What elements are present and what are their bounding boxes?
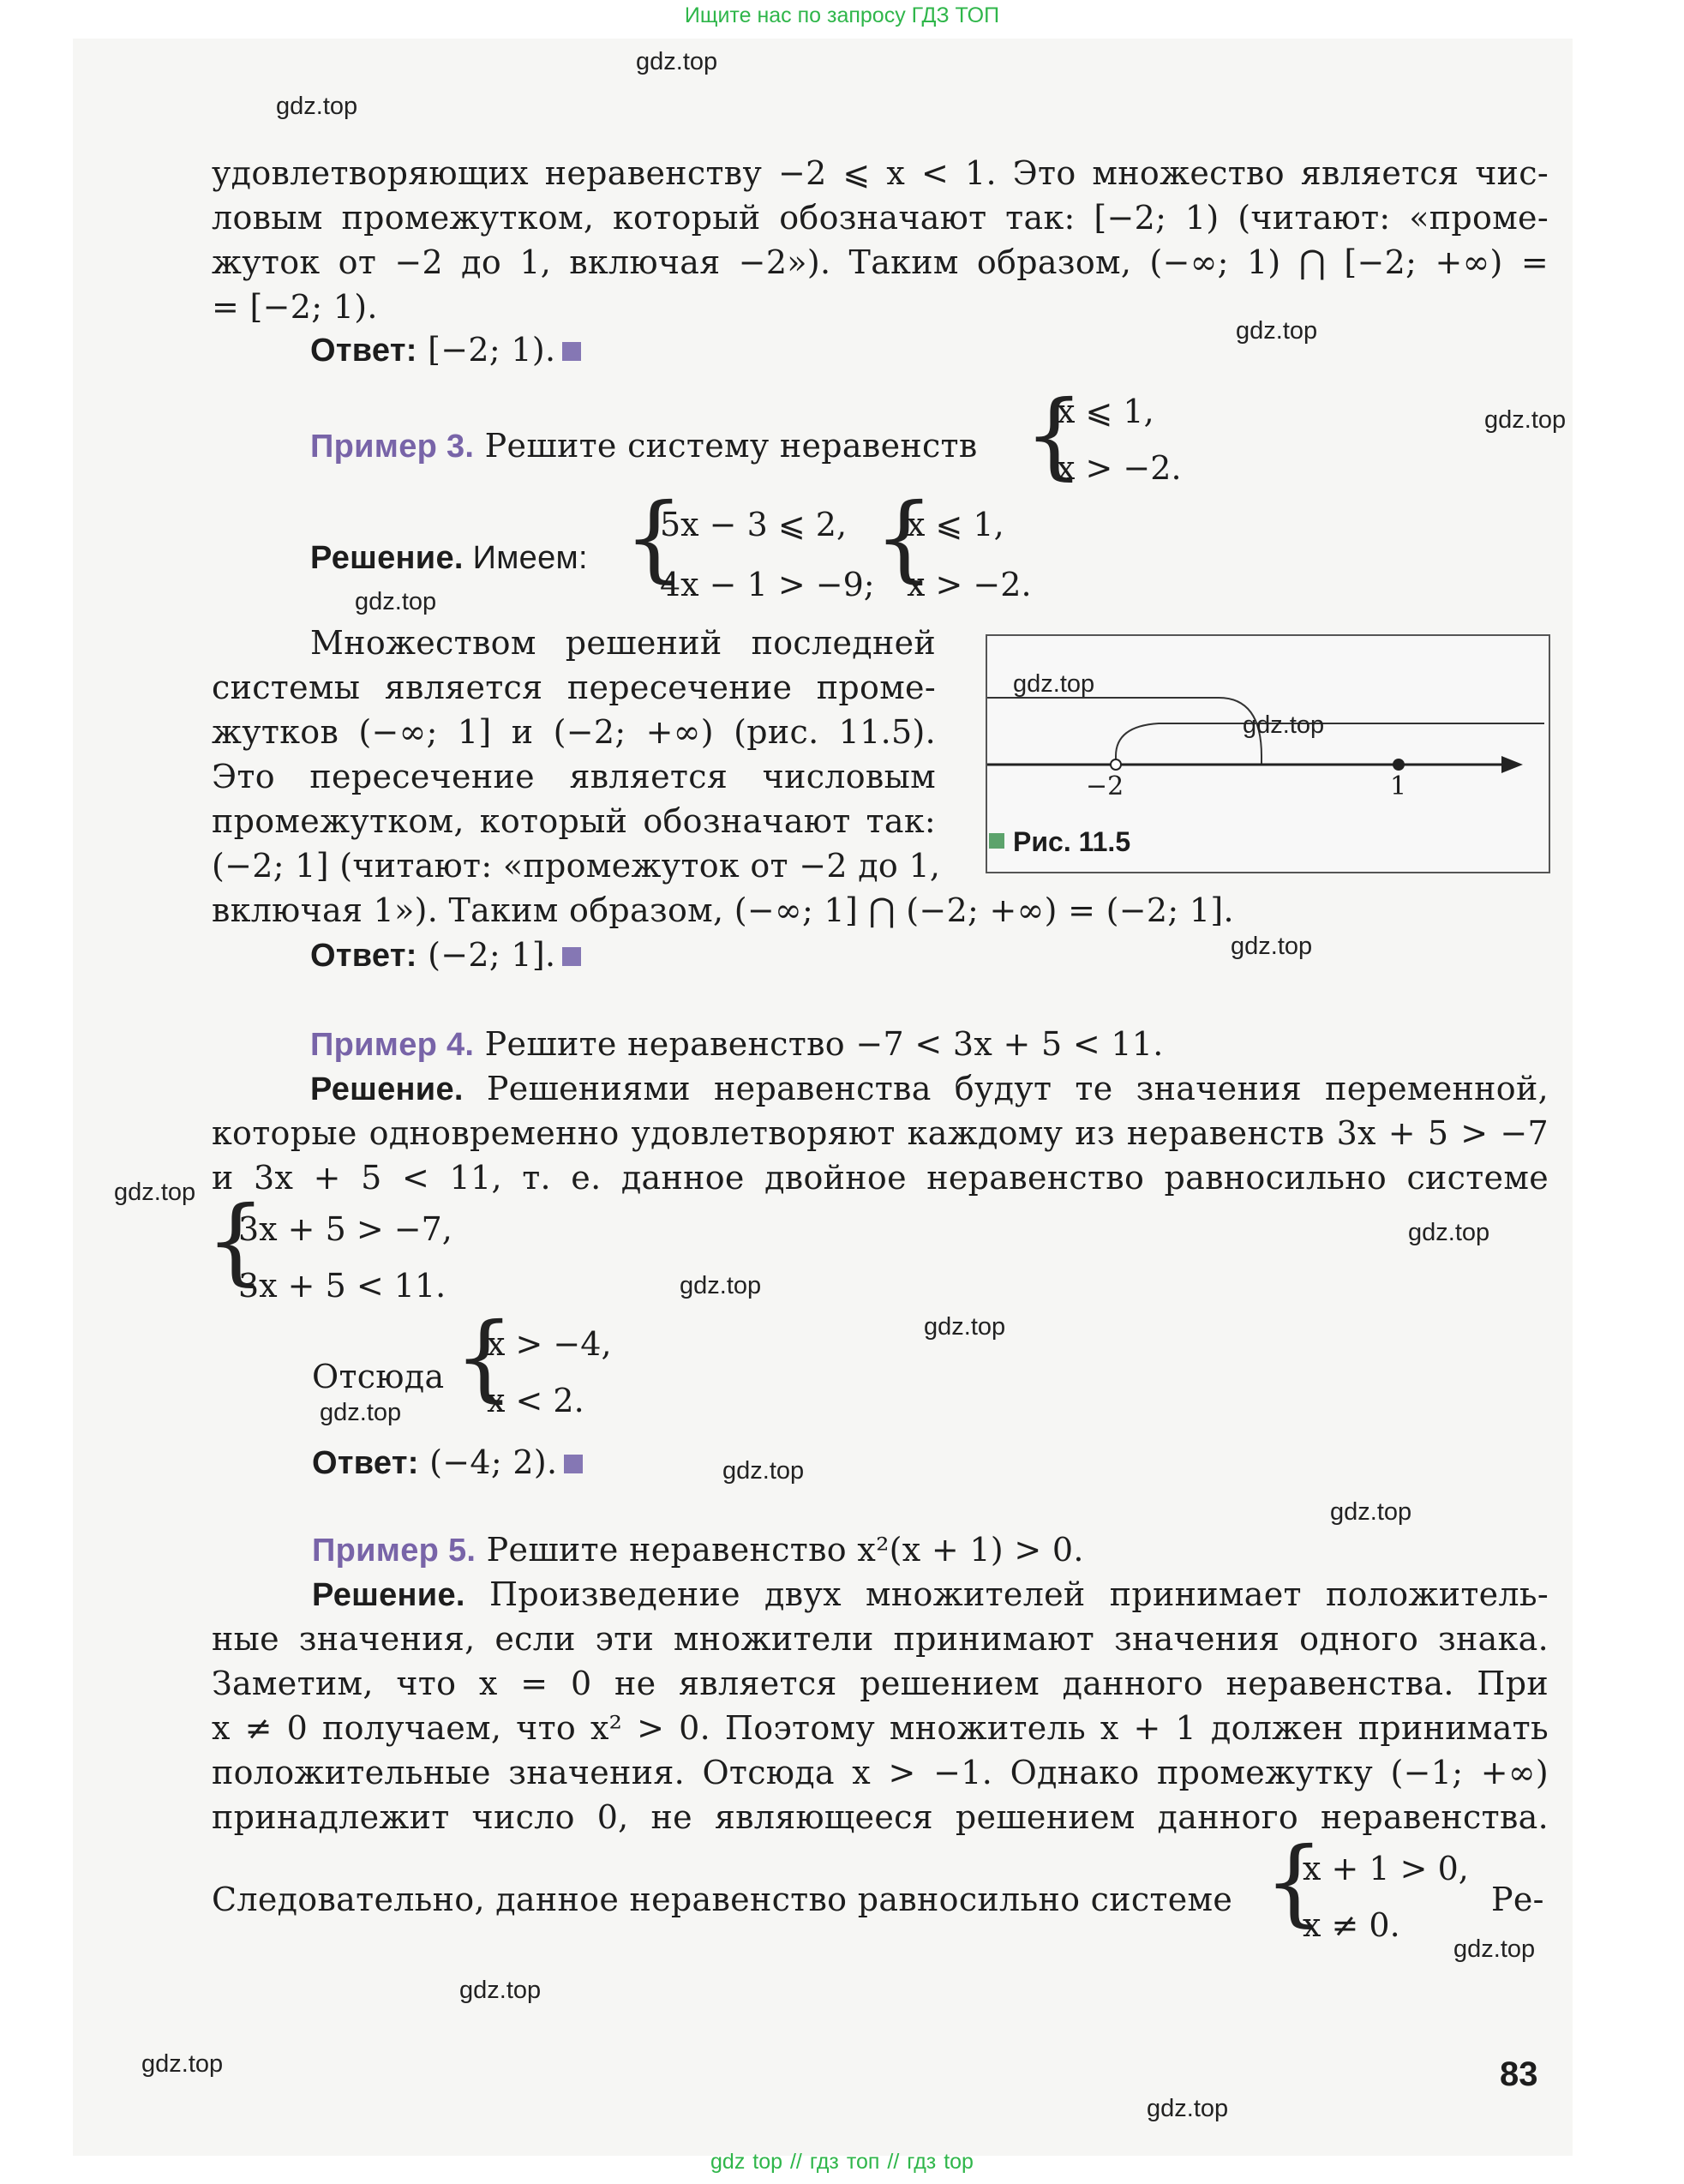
end-marker-icon — [564, 1455, 583, 1473]
text-line: жуток от −2 до 1, включая −2»). Таким образом, (−∞; 1) ⋂ [−2; +∞) = — [212, 243, 1549, 281]
text-line: Следовательно, данное неравенство равносильно системе — [212, 1881, 1233, 1918]
text-line: Множеством решений последней — [310, 624, 936, 662]
watermark: gdz.top — [276, 93, 358, 120]
end-marker-icon — [562, 342, 581, 361]
tick-label-left: −2 — [1086, 771, 1124, 801]
system-line: x > −2. — [1057, 449, 1182, 487]
example-5-label: Пример 5. — [312, 1533, 476, 1569]
watermark: gdz.top — [1408, 1219, 1490, 1246]
example-5-heading — [312, 1527, 1649, 1573]
text-line: жутков (−∞; 1] и (−2; +∞) (рис. 11.5). — [212, 713, 936, 751]
solution-text: Имеем: — [463, 540, 588, 576]
example-3-label: Пример 3. — [310, 429, 475, 465]
text-line: = [−2; 1). — [212, 288, 378, 326]
example-4-heading — [310, 1022, 1647, 1067]
system-line: x + 1 > 0, — [1303, 1850, 1469, 1887]
watermark: gdz.top — [1243, 711, 1325, 739]
solution-label: Решение. — [310, 540, 464, 576]
watermark: gdz.top — [636, 48, 718, 75]
caption-marker-icon — [989, 833, 1004, 849]
figure-caption: Рис. 11.5 — [1013, 826, 1131, 857]
watermark: gdz.top — [924, 1313, 1006, 1341]
example-5-task: Решите неравенство x²(x + 1) > 0. — [476, 1531, 1084, 1569]
tick-label-right: 1 — [1390, 771, 1407, 801]
example-4-task: Решите неравенство −7 < 3x + 5 < 11. — [474, 1025, 1164, 1063]
watermark: gdz.top — [1484, 406, 1567, 434]
example-3-task: Решите систему неравенств — [474, 427, 978, 465]
system-line: x > −4, — [487, 1325, 612, 1363]
text-line: Заметим, что x = 0 не является решением данного неравенства. При — [212, 1665, 1549, 1702]
open-point — [1111, 759, 1121, 770]
watermark: gdz.top — [722, 1457, 805, 1485]
interval-arc-right — [1116, 723, 1544, 765]
top-banner[interactable]: Ищите нас по запросу ГДЗ ТОП — [684, 3, 1000, 27]
answer-value: [−2; 1). — [417, 331, 556, 369]
end-marker-icon — [562, 947, 581, 966]
system-line: 3x + 5 < 11. — [238, 1267, 446, 1305]
watermark: gdz.top — [1013, 670, 1095, 698]
answer-line — [310, 327, 1647, 373]
left-brace-icon: { — [1024, 380, 1084, 489]
text-line: и 3x + 5 < 11, т. е. данное двойное неравенство равносильно системе — [212, 1159, 1549, 1197]
text-line: (−2; 1] (читают: «промежуток от −2 до 1, — [212, 847, 941, 885]
answer-label: Ответ: — [310, 938, 417, 974]
text-line: Отсюда — [312, 1358, 445, 1395]
watermark: gdz.top — [459, 1977, 542, 2004]
text-line: промежутком, который обозначают так: — [212, 802, 936, 840]
left-brace-icon: { — [1264, 1827, 1324, 1936]
interval-arc-left — [987, 698, 1262, 765]
text-line: ные значения, если эти множители принимают значения одного знака. — [212, 1620, 1549, 1658]
system-line: x ⩽ 1, — [1057, 393, 1154, 430]
page-number: 83 — [1500, 2055, 1538, 2093]
text-line: которые одновременно удовлетворяют каждому из неравенств 3x + 5 > −7 — [212, 1114, 1549, 1152]
left-brace-icon: { — [206, 1185, 266, 1295]
watermark: gdz.top — [1330, 1498, 1412, 1526]
text-line — [312, 1572, 1549, 1617]
answer-line — [312, 1440, 1649, 1485]
watermark: gdz.top — [1147, 2095, 1229, 2122]
solution-text: Решениями неравенства будут те значения переменной, — [463, 1070, 1549, 1107]
text-line — [310, 1066, 1549, 1112]
watermark: gdz.top — [114, 1179, 196, 1206]
solution-text: Произведение двух множителей принимает положитель- — [464, 1575, 1549, 1613]
axis-arrow-icon — [1501, 756, 1523, 773]
system-line: 4x − 1 > −9; — [660, 566, 875, 603]
solution-label: Решение. — [310, 1071, 464, 1107]
watermark: gdz.top — [355, 588, 437, 615]
system-line: x > −2. — [907, 566, 1032, 603]
watermark: gdz.top — [320, 1399, 402, 1426]
watermark: gdz.top — [1231, 933, 1313, 960]
watermark: gdz.top — [141, 2050, 224, 2078]
footer-links[interactable]: gdz top // гдз топ // гдз top — [710, 2150, 974, 2174]
text-line: системы является пересечение проме- — [212, 669, 936, 706]
text-line: x ≠ 0 получаем, что x² > 0. Поэтому множитель x + 1 должен принимать — [212, 1709, 1549, 1747]
example-4-label: Пример 4. — [310, 1027, 475, 1063]
system-line: 5x − 3 ⩽ 2, — [660, 506, 848, 543]
answer-line — [310, 933, 1647, 978]
system-line: 3x + 5 > −7, — [238, 1210, 452, 1248]
example-3-heading — [310, 423, 1647, 469]
watermark: gdz.top — [1236, 317, 1318, 345]
text-line: включая 1»). Таким образом, (−∞; 1] ⋂ (−2; +∞) = (−2; 1]. — [212, 891, 1234, 929]
answer-label: Ответ: — [310, 333, 417, 369]
answer-label: Ответ: — [312, 1445, 419, 1481]
answer-value: (−4; 2). — [418, 1443, 558, 1481]
text-line: положительные значения. Отсюда x > −1. Однако промежутку (−1; +∞) — [212, 1754, 1549, 1791]
left-brace-icon: { — [454, 1302, 514, 1412]
system-line: x ⩽ 1, — [907, 506, 1004, 543]
solution-label: Решение. — [312, 1577, 465, 1613]
text-line: Ре- — [1491, 1881, 1544, 1918]
system-line: x ≠ 0. — [1303, 1906, 1400, 1944]
system-line: x < 2. — [487, 1382, 584, 1419]
text-line: ловым промежутком, который обозначают так: [−2; 1) (читают: «проме- — [212, 199, 1549, 237]
text-line: Это пересечение является числовым — [212, 758, 936, 795]
text-line: принадлежит число 0, не являющееся решением данного неравенства. — [212, 1798, 1549, 1836]
left-brace-icon: { — [874, 483, 934, 592]
watermark: gdz.top — [1453, 1935, 1536, 1963]
answer-value: (−2; 1]. — [417, 936, 556, 974]
left-brace-icon: { — [624, 483, 684, 592]
watermark: gdz.top — [680, 1272, 762, 1299]
closed-point — [1393, 759, 1405, 771]
text-line: удовлетворяющих неравенству −2 ⩽ x < 1. Это множество является чис- — [212, 154, 1549, 192]
